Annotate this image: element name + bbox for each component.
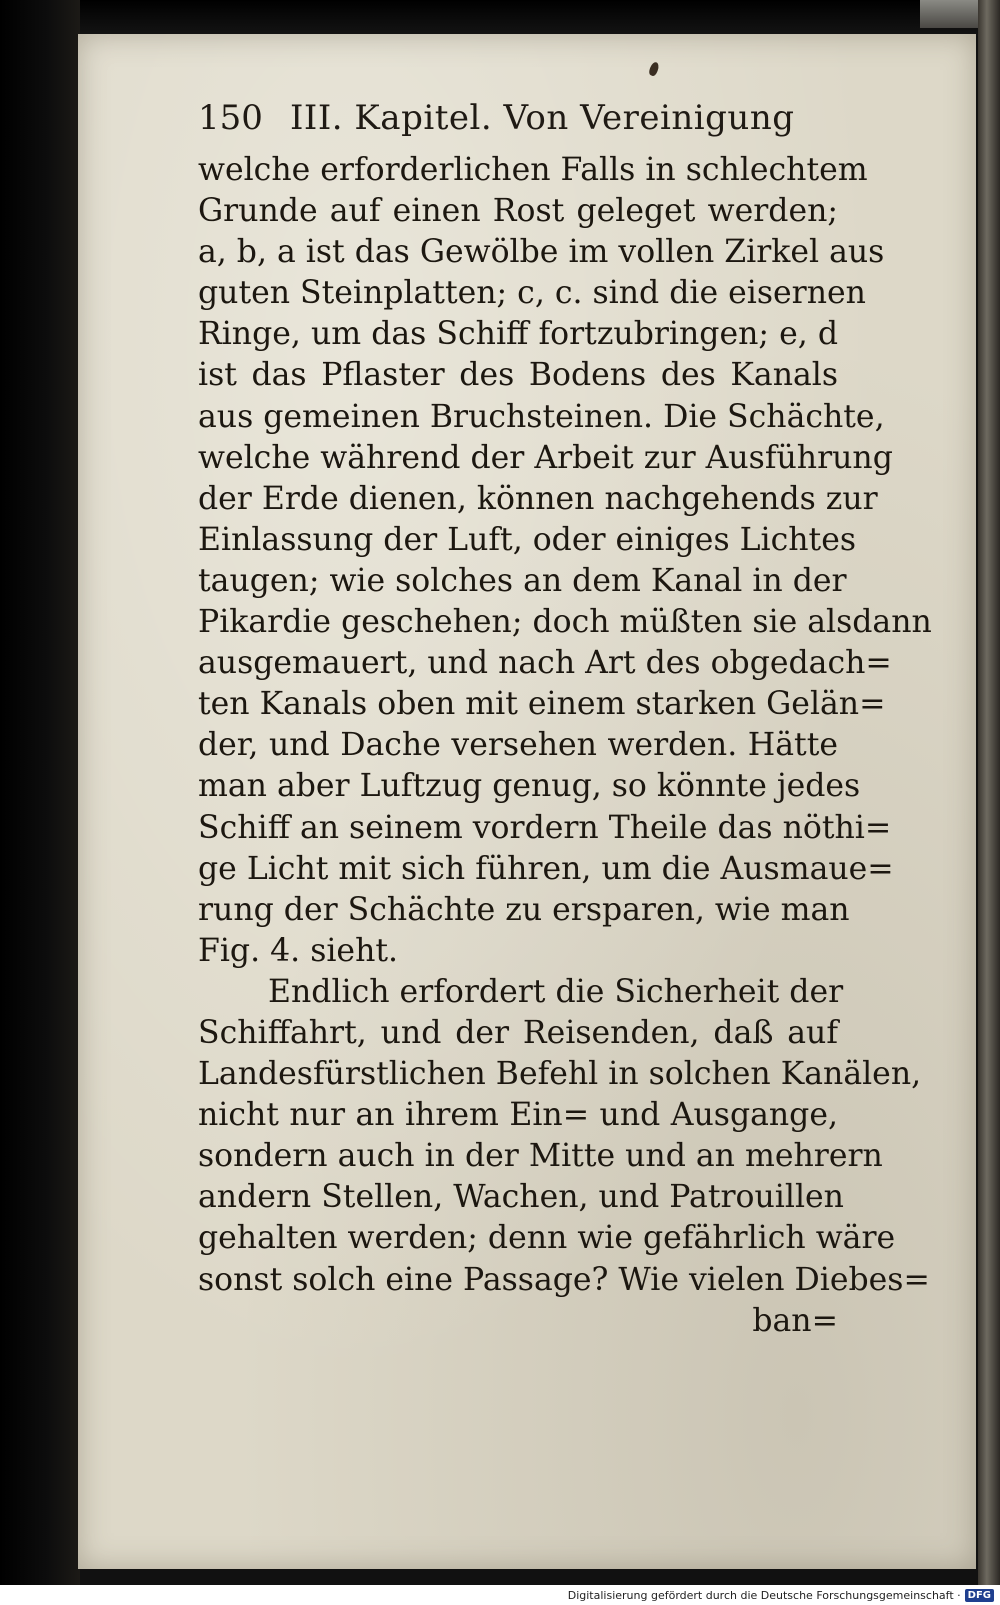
text-line: Fig. 4. sieht. [198, 932, 399, 969]
text-line: ten Kanals oben mit einem starken Gelän= [198, 686, 886, 723]
text-line: a, b, a ist das Gewölbe im vollen Zirkel aus [198, 234, 885, 271]
ink-blot [648, 61, 660, 77]
text-line: aus gemeinen Bruchsteinen. Die Schächte, [198, 398, 885, 435]
text-line: sonst solch eine Passage? Wie vielen Diebes= [198, 1261, 930, 1298]
scan-background-top [0, 0, 1000, 36]
text-line: Pikardie geschehen; doch müßten sie alsdann [198, 604, 932, 641]
text-line: rung der Schächte zu ersparen, wie man [198, 891, 850, 928]
running-head: III. Kapitel. Von Vereinigung [290, 98, 795, 138]
text-line: ist das Pflaster des Bodens des Kanals [198, 357, 838, 394]
text-line: welche während der Arbeit zur Ausführung [198, 439, 893, 476]
text-line: Grunde auf einen Rost geleget werden; [198, 193, 838, 230]
text-line: ausgemauert, und nach Art des obgedach= [198, 645, 892, 682]
text-line: Ringe, um das Schiff fortzubringen; e, d [198, 316, 838, 353]
text-line: Schiffahrt, und der Reisenden, daß auf [198, 1014, 838, 1051]
text-line: der Erde dienen, können nachgehends zur [198, 480, 878, 517]
text-line: ge Licht mit sich führen, um die Ausmaue= [198, 850, 894, 887]
text-line: welche erforderlichen Falls in schlechtem [198, 152, 868, 188]
credit-text: Digitalisierung gefördert durch die Deutsche Forschungsgemeinschaft · [567, 1588, 961, 1602]
text-line: gehalten werden; denn wie gefährlich wäre [198, 1220, 896, 1257]
digitization-credit [568, 1586, 994, 1604]
text-line: Landesfürstlichen Befehl in solchen Kanälen, [198, 1056, 922, 1093]
body-text [198, 150, 932, 1342]
text-line: Schiff an seinem vordern Theile das nöthi= [198, 809, 892, 846]
text-line: nicht nur an ihrem Ein= und Ausgange, [198, 1097, 838, 1134]
paragraph-first-line: Endlich erfordert die Sicherheit der [268, 973, 844, 1010]
text-line: guten Steinplatten; c, c. sind die eisernen [198, 275, 866, 312]
text-line: taugen; wie solches an dem Kanal in der [198, 562, 847, 599]
scan-edge-strip [978, 0, 1000, 1585]
page-number: 150 [198, 98, 263, 138]
text-line: sondern auch in der Mitte und an mehrern [198, 1138, 883, 1175]
text-line: man aber Luftzug genug, so könnte jedes [198, 768, 861, 805]
page-header [198, 98, 838, 148]
text-line: der, und Dache versehen werden. Hätte [198, 727, 838, 764]
text-line: andern Stellen, Wachen, und Patrouillen [198, 1179, 844, 1216]
scan-background-left [0, 0, 80, 1605]
catchword: ban= [752, 1302, 838, 1339]
dfg-logo-icon: DFG [965, 1589, 994, 1602]
text-line: Einlassung der Luft, oder einiges Lichtes [198, 521, 857, 558]
